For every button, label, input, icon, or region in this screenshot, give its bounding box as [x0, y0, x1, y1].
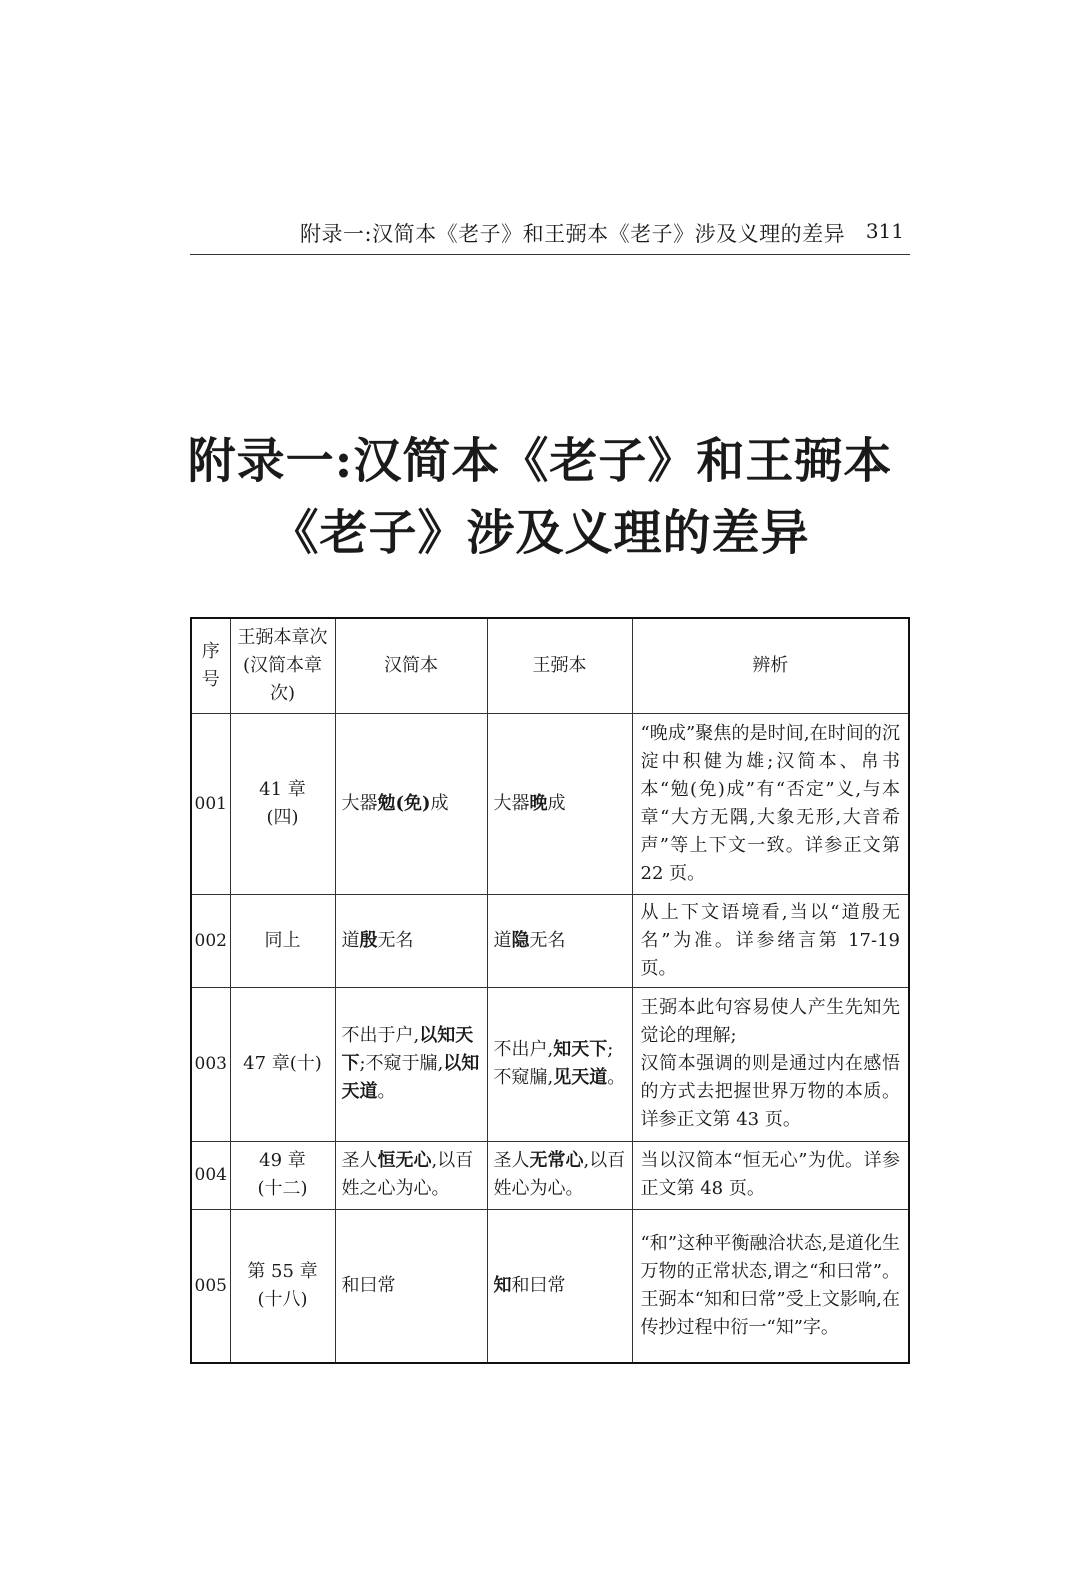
wang-variant: 无常心 — [529, 1150, 584, 1171]
han-text: ,以百姓之心为心。 — [341, 1150, 474, 1199]
han-variant: 恒无心 — [377, 1150, 432, 1171]
header-analysis: 辨析 — [632, 618, 909, 713]
cell-analysis: “和”这种平衡融洽状态,是道化生万物的正常状态,谓之“和曰常”。王弼本“知和曰常”受上文影响,在传抄过程中衍一“知”字。 — [632, 1209, 909, 1363]
wang-text: ,以百姓心为心。 — [493, 1150, 626, 1199]
wang-text: 圣人 — [493, 1150, 530, 1171]
table-row — [191, 987, 909, 1141]
han-text: 成 — [430, 792, 449, 814]
chapter-number: 同上 — [264, 929, 301, 951]
cell-chapter — [230, 713, 335, 894]
wang-variant: 见天道 — [553, 1067, 608, 1088]
cell-wang — [487, 987, 632, 1141]
cell-han — [335, 1141, 487, 1209]
cell-seq: 001 — [191, 713, 230, 894]
han-text: 。 — [377, 1081, 396, 1102]
wang-variant: 知天下 — [553, 1039, 608, 1060]
han-text: 不出于户, — [341, 1025, 420, 1046]
wang-variant: 隐 — [511, 929, 530, 951]
han-text: 大器 — [341, 792, 378, 814]
chapter-title-line-1: 附录一:汉简本《老子》和王弼本 — [187, 433, 893, 489]
han-text: ;不窥于牖, — [359, 1053, 444, 1074]
wang-text: 无名 — [529, 929, 566, 951]
wang-text: 大器 — [493, 792, 530, 814]
cell-han — [335, 713, 487, 894]
wang-text: 成 — [547, 792, 566, 814]
han-variant: 殷 — [359, 929, 378, 951]
cell-chapter — [230, 1141, 335, 1209]
header-wang: 王弼本 — [487, 618, 632, 713]
cell-wang — [487, 894, 632, 987]
cell-chapter — [230, 987, 335, 1141]
han-variant: 勉(免) — [377, 792, 431, 814]
header-seq: 序号 — [191, 618, 230, 713]
chapter-title-line-2: 《老子》涉及义理的差异 — [270, 505, 810, 561]
wang-text: 道 — [493, 929, 512, 951]
cell-chapter — [230, 894, 335, 987]
chapter-han-number: (十八) — [257, 1288, 308, 1310]
table-row — [191, 713, 909, 894]
chapter-number: 41 章 — [259, 778, 306, 800]
chapter-han-number: (四) — [266, 806, 299, 828]
running-title: 附录一:汉简本《老子》和王弼本《老子》涉及义理的差异 — [300, 222, 846, 246]
han-variant: 以知天道 — [341, 1053, 480, 1102]
cell-seq: 005 — [191, 1209, 230, 1363]
cell-analysis — [632, 987, 909, 1141]
table-row — [191, 894, 909, 987]
chapter-number: 第 55 章 — [247, 1260, 318, 1282]
cell-wang — [487, 1209, 632, 1363]
cell-han — [335, 894, 487, 987]
wang-text: 不出户, — [493, 1039, 554, 1060]
cell-seq: 002 — [191, 894, 230, 987]
analysis-paragraph: 王弼本此句容易使人产生先知先觉论的理解; — [640, 997, 900, 1046]
wang-text: 。 — [607, 1067, 626, 1088]
han-text: 圣人 — [341, 1150, 378, 1171]
analysis-paragraph: 汉简本强调的则是通过内在感悟的方式去把握世界万物的本质。详参正文第 43 页。 — [640, 1053, 900, 1130]
cell-seq: 004 — [191, 1141, 230, 1209]
header-han: 汉简本 — [335, 618, 487, 713]
wang-variant: 晚 — [529, 792, 548, 814]
chapter-title — [150, 425, 930, 569]
chapter-number: 49 章 — [259, 1150, 306, 1171]
wang-variant: 知 — [493, 1274, 512, 1296]
wang-text: ;不窥牖, — [493, 1039, 614, 1088]
cell-analysis: 从上下文语境看,当以“道殷无名”为准。详参绪言第 17-19 页。 — [632, 894, 909, 987]
han-text: 无名 — [377, 929, 414, 951]
cell-wang — [487, 1141, 632, 1209]
header-chapter: 王弼本章次(汉简本章次) — [230, 618, 335, 713]
wang-text: 和曰常 — [511, 1274, 566, 1296]
table-row — [191, 1141, 909, 1209]
han-variant: 以知天下 — [341, 1025, 474, 1074]
cell-wang — [487, 713, 632, 894]
cell-seq: 003 — [191, 987, 230, 1141]
cell-han — [335, 987, 487, 1141]
running-header — [190, 214, 910, 255]
han-text: 道 — [341, 929, 360, 951]
table-header-row — [191, 618, 909, 713]
cell-han: 和曰常 — [335, 1209, 487, 1363]
cell-analysis: 当以汉简本“恒无心”为优。详参正文第 48 页。 — [632, 1141, 909, 1209]
page-number: 311 — [865, 219, 904, 243]
cell-chapter — [230, 1209, 335, 1363]
cell-analysis: “晚成”聚焦的是时间,在时间的沉淀中积健为雄;汉简本、帛书本“勉(免)成”有“否定”义,与本章“大方无隅,大象无形,大音希声”等上下文一致。详参正文第 22 页。 — [632, 713, 909, 894]
table-row — [191, 1209, 909, 1363]
chapter-han-number: (十二) — [257, 1178, 308, 1199]
chapter-number: 47 章(十) — [243, 1053, 322, 1074]
comparison-table — [190, 617, 910, 1364]
